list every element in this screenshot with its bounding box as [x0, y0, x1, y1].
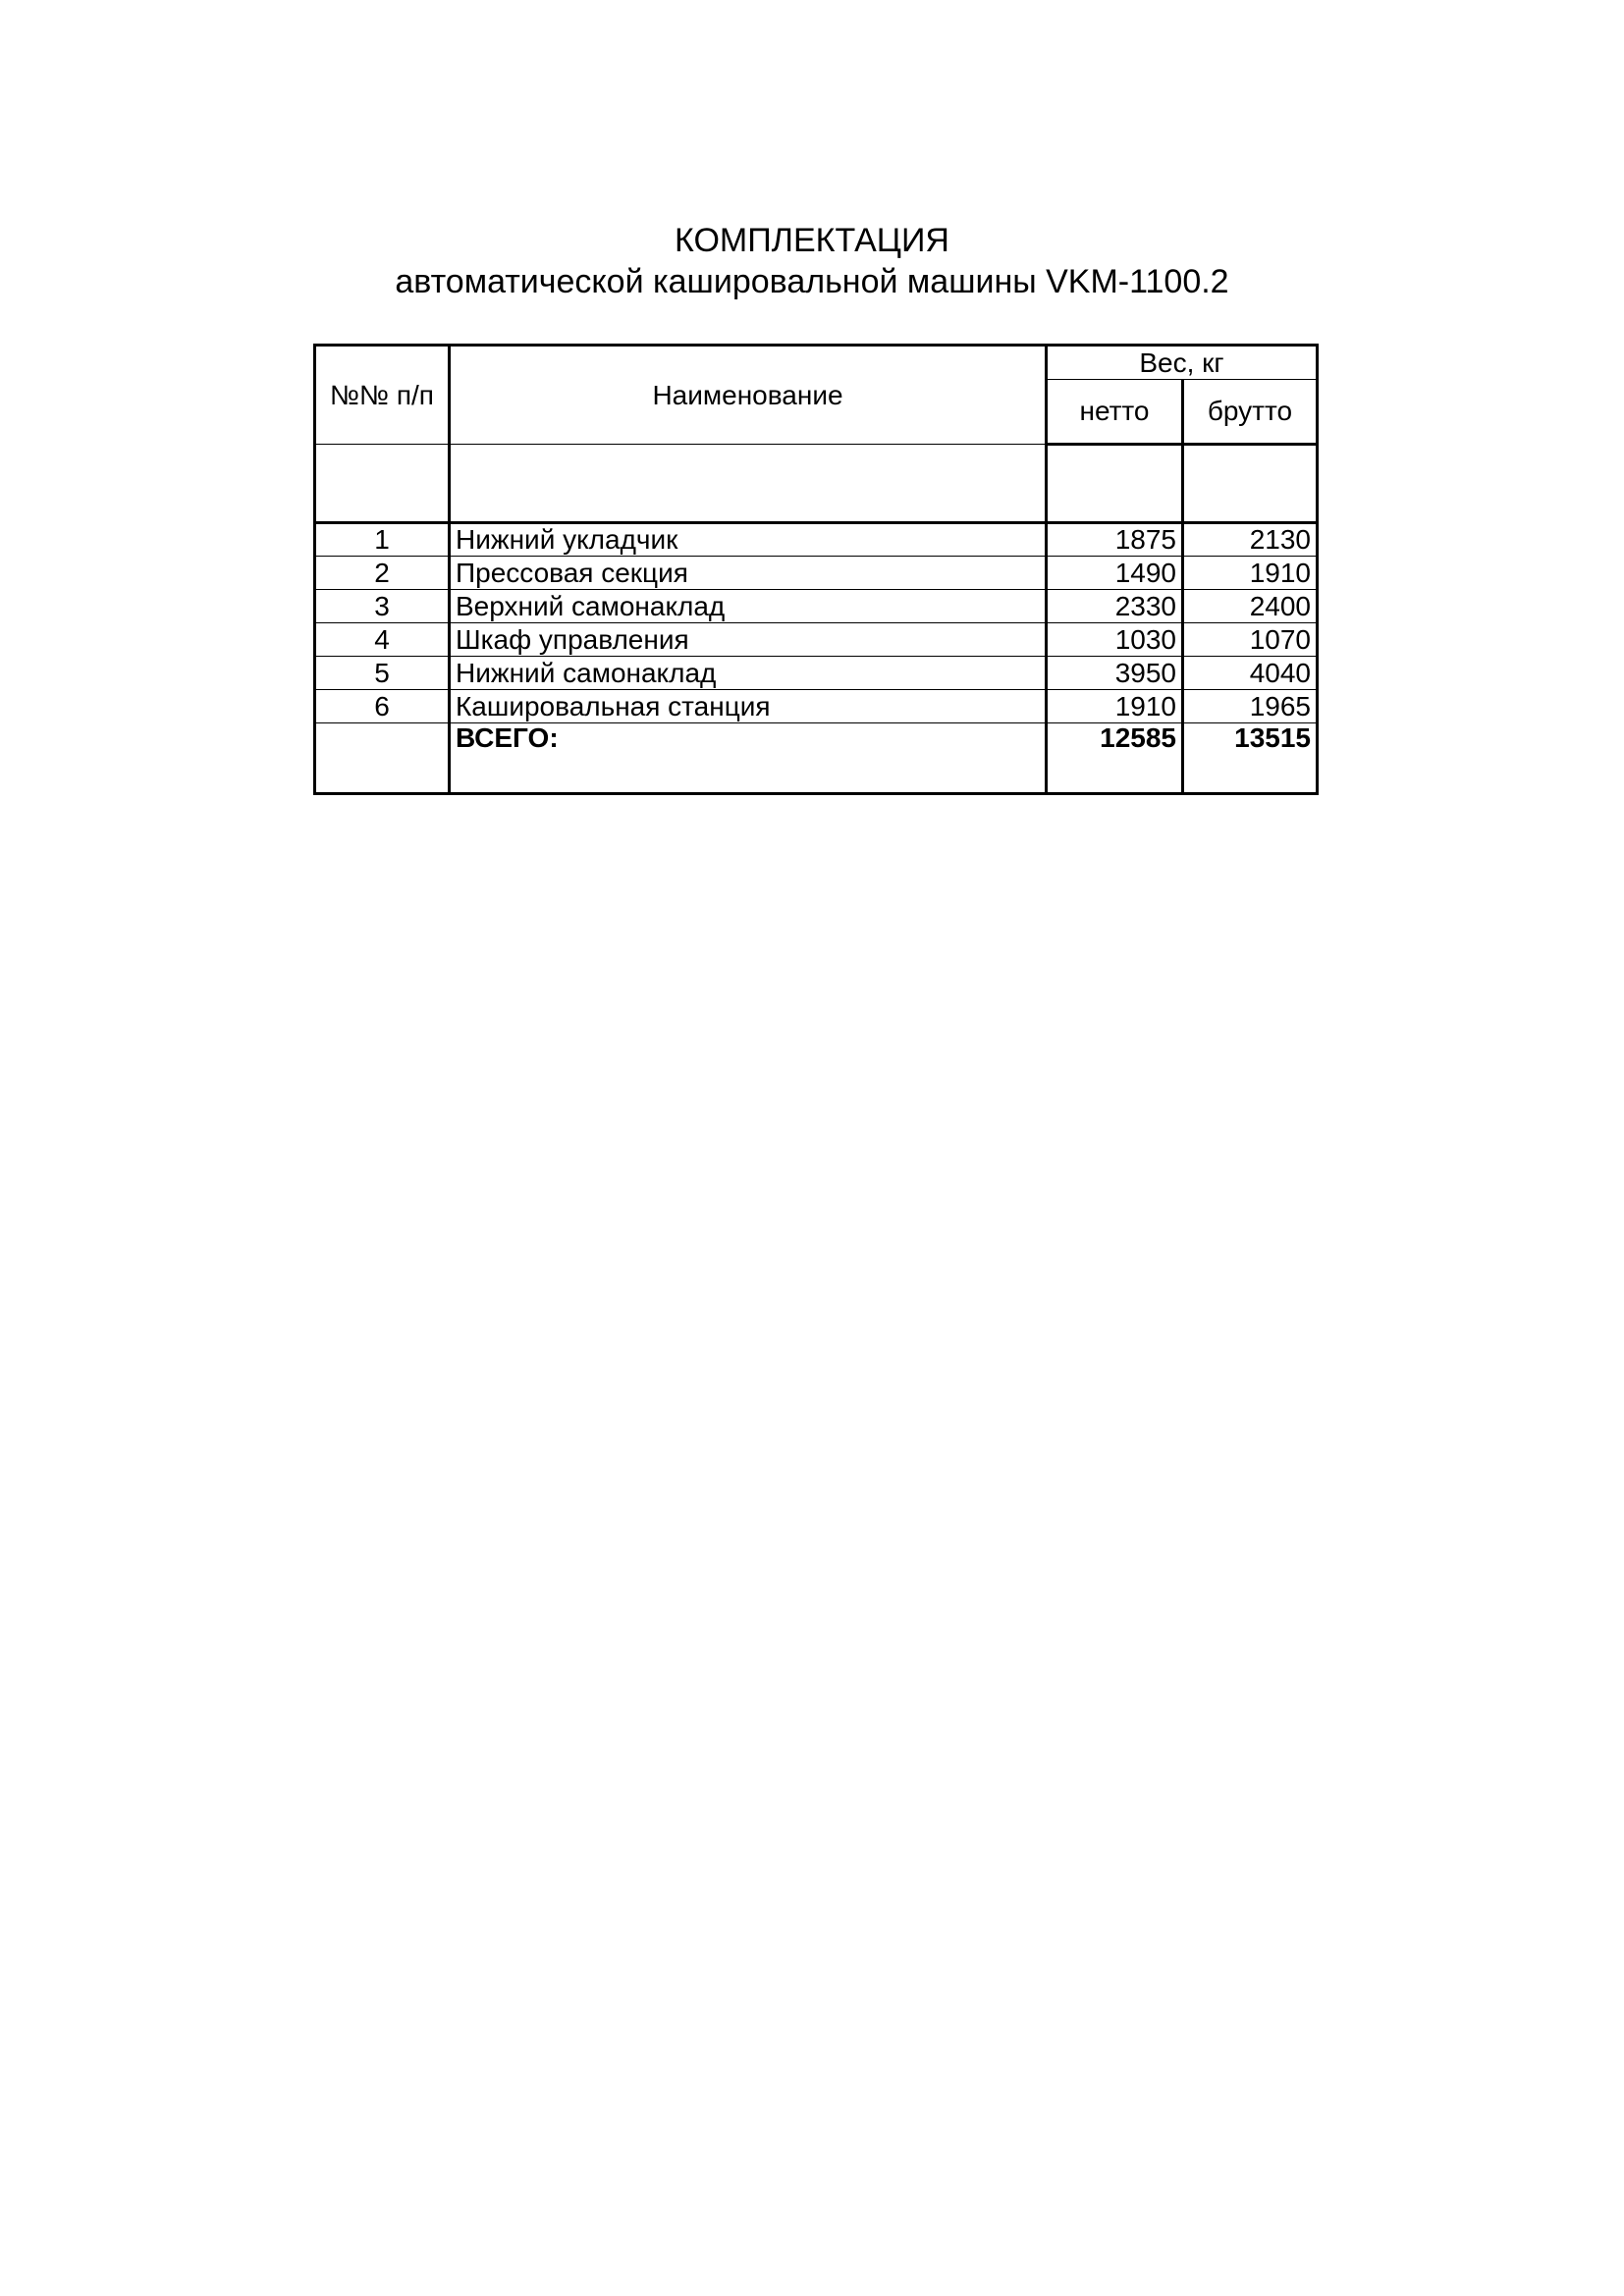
row-name: Нижний укладчик	[450, 523, 1047, 557]
row-number: 3	[315, 590, 450, 623]
row-name: Шкаф управления	[450, 623, 1047, 657]
table-row	[315, 657, 1318, 690]
table-row	[315, 623, 1318, 657]
header-weight: Вес, кг	[1047, 346, 1318, 380]
document-header	[0, 220, 1624, 302]
row-net: 1875	[1047, 523, 1183, 557]
row-name: Верхний самонаклад	[450, 590, 1047, 623]
row-net: 2330	[1047, 590, 1183, 623]
row-name: Кашировальная станция	[450, 690, 1047, 723]
document-title: КОМПЛЕКТАЦИЯ	[675, 222, 949, 259]
row-net: 1490	[1047, 557, 1183, 590]
row-gross: 2130	[1183, 523, 1318, 557]
table-row	[315, 557, 1318, 590]
header-name: Наименование	[450, 346, 1047, 445]
header-net: нетто	[1047, 380, 1183, 445]
header-gross: брутто	[1183, 380, 1318, 445]
row-gross: 2400	[1183, 590, 1318, 623]
total-net: 12585	[1047, 723, 1183, 794]
row-number: 1	[315, 523, 450, 557]
row-gross: 1910	[1183, 557, 1318, 590]
document-subtitle: автоматической кашировальной машины VKM-1100.2	[395, 263, 1229, 300]
row-gross: 4040	[1183, 657, 1318, 690]
row-number: 5	[315, 657, 450, 690]
row-gross: 1965	[1183, 690, 1318, 723]
row-name: Прессовая секция	[450, 557, 1047, 590]
spacer-row	[315, 445, 1318, 523]
table-row	[315, 690, 1318, 723]
table-row	[315, 523, 1318, 557]
row-number: 6	[315, 690, 450, 723]
row-net: 1030	[1047, 623, 1183, 657]
total-label: ВСЕГО:	[450, 723, 1047, 794]
row-number: 2	[315, 557, 450, 590]
row-net: 1910	[1047, 690, 1183, 723]
equipment-table	[313, 344, 1319, 795]
header-number: №№ п/п	[315, 346, 450, 445]
table-row	[315, 590, 1318, 623]
total-row	[315, 723, 1318, 794]
row-name: Нижний самонаклад	[450, 657, 1047, 690]
row-net: 3950	[1047, 657, 1183, 690]
total-gross: 13515	[1183, 723, 1318, 794]
row-gross: 1070	[1183, 623, 1318, 657]
row-number: 4	[315, 623, 450, 657]
